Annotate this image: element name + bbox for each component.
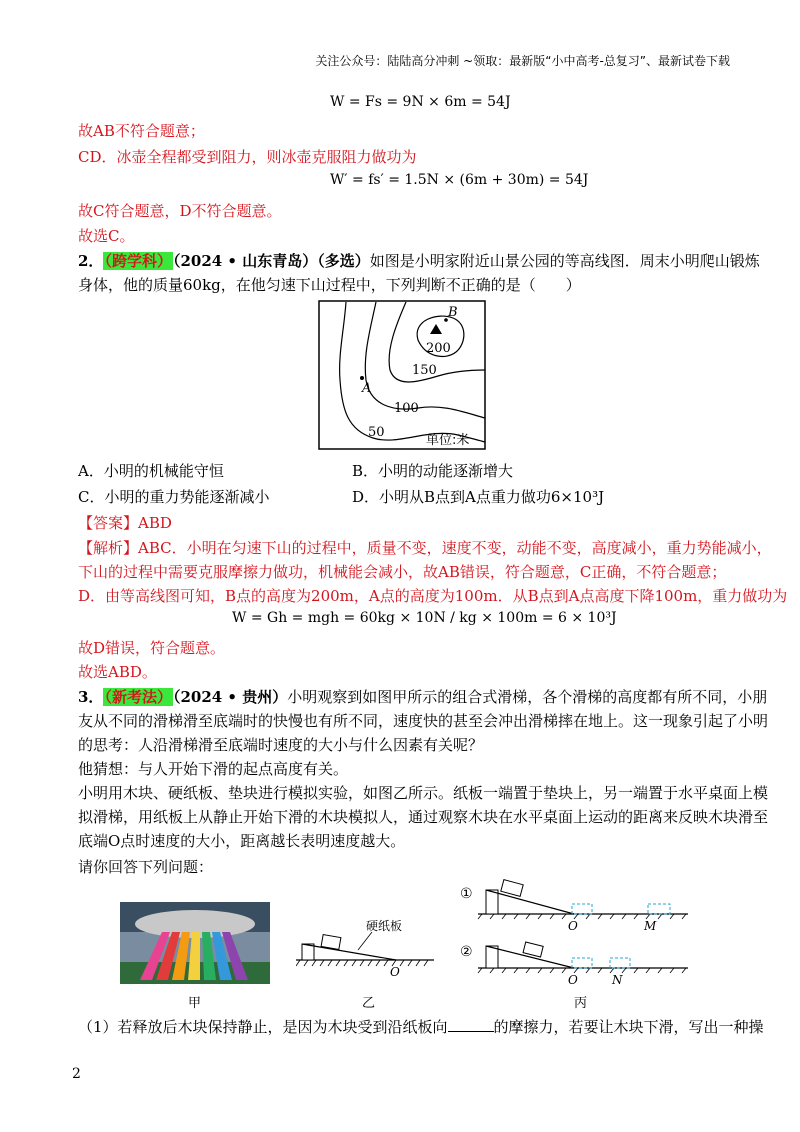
question-text: 小明观察到如图甲所示的组合式滑梯，各个滑梯的高度都有所不同，小朋 bbox=[287, 688, 768, 706]
ramp-figure-bing bbox=[460, 876, 690, 986]
question-3-line1 bbox=[78, 686, 767, 708]
question-3-line5: 小明用木块、硬纸板、垫块进行模拟实验，如图乙所示。纸板一端置于垫块上，另一端置于水平桌面上模 bbox=[78, 784, 769, 802]
label-unit: 单位:米 bbox=[426, 433, 470, 448]
sub-question-1-part-b: 的摩擦力，若要让木块下滑，写出一种操 bbox=[493, 1018, 764, 1036]
option-a: A．小明的机械能守恒 bbox=[78, 462, 224, 480]
question-2-line2: 身体，他的质量60kg，在他匀速下山过程中，下列判断不正确的是（ ） bbox=[78, 276, 581, 294]
analysis-line3: D．由等高线图可知，B点的高度为200m，A点的高度为100m．从B点到A点高度下降100m，重力做功为 bbox=[78, 587, 788, 605]
text-ab-not-match: 故AB不符合题意； bbox=[78, 122, 205, 140]
question-source: （2024 • 贵州） bbox=[172, 688, 288, 706]
label-circle-2: ② bbox=[460, 944, 473, 960]
label-b: B bbox=[448, 305, 458, 320]
caption-jia: 甲 bbox=[188, 996, 202, 1011]
page-number: 2 bbox=[72, 1066, 81, 1082]
caption-bing: 丙 bbox=[574, 996, 588, 1011]
caption-yi: 乙 bbox=[362, 996, 376, 1011]
question-3-line2: 友从不同的滑梯滑至底端时的快慢也有所不同，速度快的甚至会冲出滑梯摔在地上。这一现象引起了小明 bbox=[78, 712, 769, 730]
analysis-text: ABC．小明在匀速下山的过程中，质量不变，速度不变，动能不变，高度减小，重力势能减小， bbox=[138, 539, 772, 557]
question-3-line3: 的思考：人沿滑梯滑至底端时速度的大小与什么因素有关呢？ bbox=[78, 736, 484, 754]
option-c: C．小明的重力势能逐渐减小 bbox=[78, 488, 270, 506]
text-c-match: 故C符合题意，D不符合题意。 bbox=[78, 202, 282, 220]
label-50: 50 bbox=[368, 425, 385, 440]
sub-question-1 bbox=[78, 1016, 764, 1038]
analysis-label: 【解析】 bbox=[78, 539, 139, 557]
text-cd-analysis: CD．冰壶全程都受到阻力，则冰壶克服阻力做功为 bbox=[78, 148, 417, 166]
wood-block bbox=[321, 935, 341, 950]
label-o-2: O bbox=[568, 973, 578, 986]
analysis-line1 bbox=[78, 537, 772, 559]
contour-map-figure bbox=[318, 300, 486, 450]
label-m: M bbox=[644, 919, 657, 933]
question-3-line6: 拟滑梯，用纸板上从静止开始下滑的木块模拟人，通过观察木块在水平桌面上运动的距离来反映木块滑至 bbox=[78, 808, 769, 826]
question-text: 如图是小明家附近山景公园的等高线图．周末小明爬山锻炼 bbox=[369, 252, 760, 270]
point-a-marker bbox=[360, 376, 364, 380]
question-3-line8: 请你回答下列问题： bbox=[78, 858, 214, 876]
question-tag: （跨学科） bbox=[104, 252, 172, 270]
water-slide-photo bbox=[120, 902, 270, 984]
option-d: D．小明从B点到A点重力做功6×10³J bbox=[352, 488, 605, 506]
question-number: 2． bbox=[78, 252, 104, 270]
answer: 【答案】ABD bbox=[78, 514, 172, 532]
text-d-wrong: 故D错误，符合题意。 bbox=[78, 639, 226, 657]
sub-question-1-part-a: （1）若释放后木块保持静止，是因为木块受到沿纸板向 bbox=[78, 1018, 448, 1036]
label-150: 150 bbox=[412, 363, 437, 378]
ramp-figure-yi bbox=[296, 912, 436, 982]
label-o: O bbox=[390, 965, 400, 979]
label-a: A bbox=[362, 381, 372, 396]
equation-gravity-work: W = Gh = mgh = 60kg × 10N / kg × 100m = 6 × 10³J bbox=[232, 610, 617, 626]
answer-blank[interactable] bbox=[448, 1031, 494, 1032]
text-choose-abd: 故选ABD。 bbox=[78, 663, 157, 681]
cardboard bbox=[302, 944, 396, 960]
label-100: 100 bbox=[394, 401, 419, 416]
label-200: 200 bbox=[426, 341, 451, 356]
equation-work: W = Fs = 9N × 6m = 54J bbox=[330, 94, 511, 110]
page-header: 关注公众号：陆陆高分冲刺 ~领取：最新版“小中高考-总复习”、最新试卷下载 bbox=[315, 54, 730, 68]
question-source: （2024 • 山东青岛）（多选） bbox=[172, 252, 370, 270]
question-2-line1 bbox=[78, 250, 760, 272]
question-number: 3． bbox=[78, 688, 104, 706]
question-3-line4: 他猜想：与人开始下滑的起点高度有关。 bbox=[78, 760, 349, 778]
text-choose-c: 故选C。 bbox=[78, 227, 135, 245]
question-tag: （新考法） bbox=[104, 688, 172, 706]
block-pad bbox=[302, 944, 314, 960]
label-o-1: O bbox=[568, 919, 578, 933]
label-circle-1: ① bbox=[460, 886, 473, 902]
equation-friction-work: W′ = fs′ = 1.5N × (6m + 30m) = 54J bbox=[330, 172, 589, 188]
option-b: B．小明的动能逐渐增大 bbox=[352, 462, 514, 480]
label-cardboard: 硬纸板 bbox=[366, 919, 403, 933]
question-3-line7: 底端O点时速度的大小，距离越长表明速度越大。 bbox=[78, 832, 406, 850]
analysis-line2: 下山的过程中需要克服摩擦力做功，机械能会减小，故AB错误，符合题意，C正确，不符合题意； bbox=[78, 563, 727, 581]
label-n: N bbox=[612, 973, 623, 986]
